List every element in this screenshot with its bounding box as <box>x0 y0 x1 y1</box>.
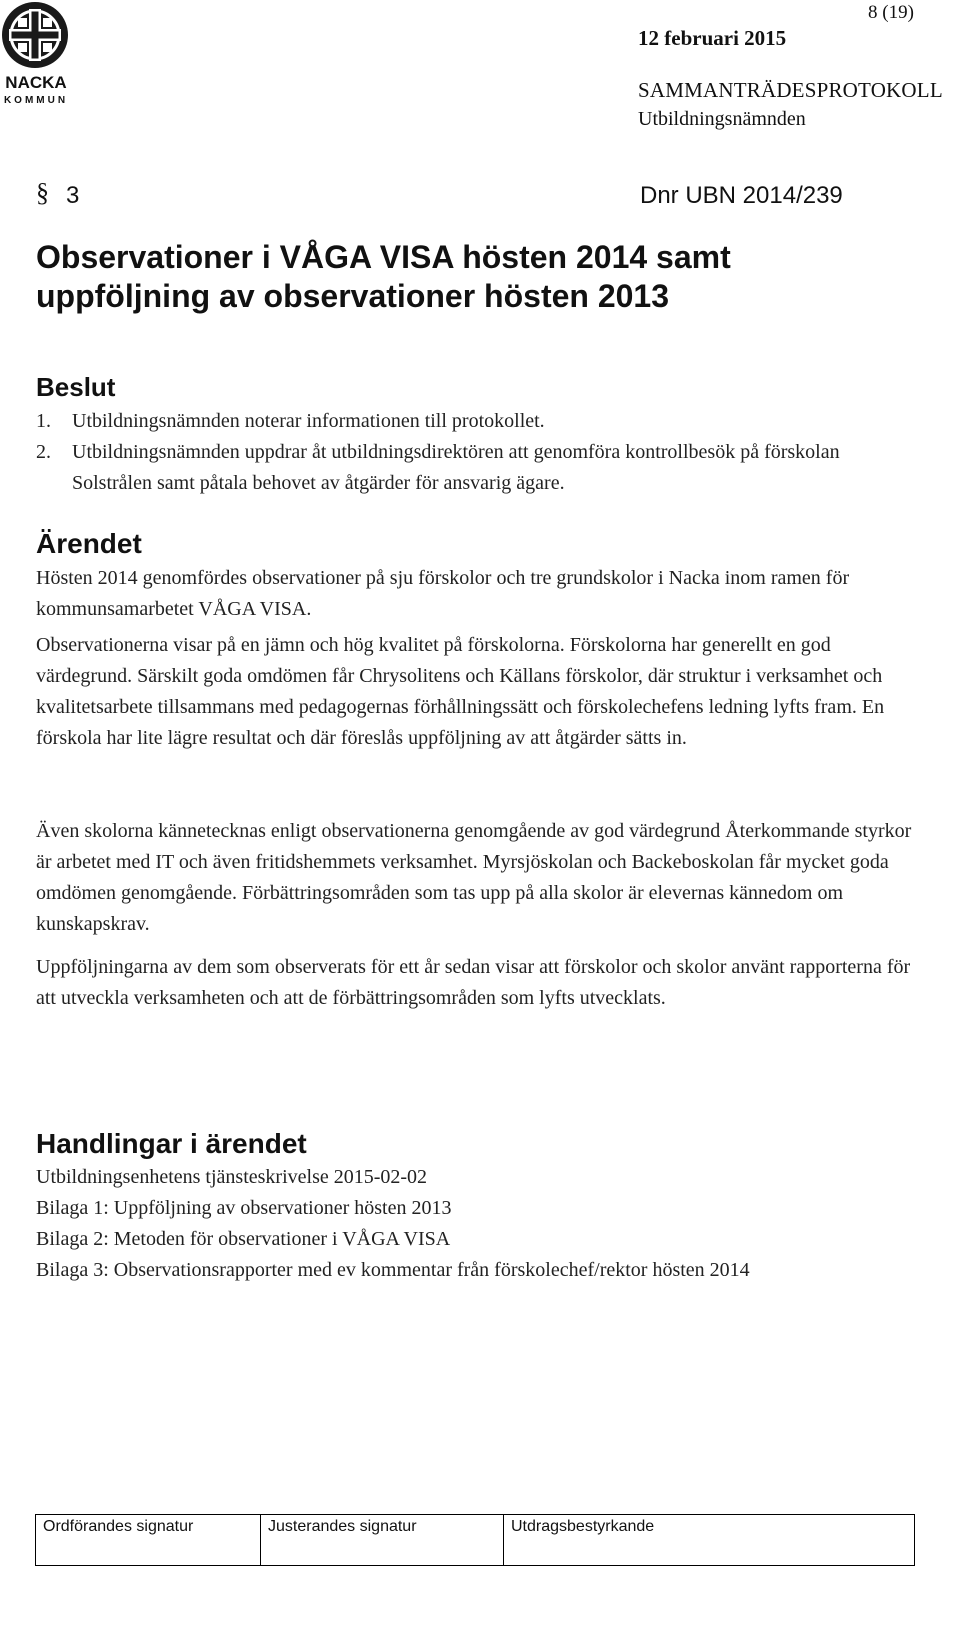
paragraph-sign: § <box>36 178 49 207</box>
decision-item <box>36 406 916 437</box>
decision-number: 1. <box>36 410 51 432</box>
decision-number: 2. <box>36 441 51 463</box>
document-item: Bilaga 2: Metoden för observationer i VÅGA VISA <box>36 1228 451 1250</box>
document-item: Bilaga 3: Observationsrapporter med ev kommentar från förskolechef/rektor hösten 2014 <box>36 1259 750 1281</box>
chair-signature-cell: Ordförandes signatur <box>36 1515 261 1566</box>
document-title: Observationer i VÅGA VISA hösten 2014 samt uppföljning av observationer hösten 2013 <box>36 239 731 314</box>
decision-item <box>36 437 916 499</box>
nacka-kommun-logo <box>0 0 76 110</box>
document-item: Bilaga 1: Uppföljning av observationer hösten 2013 <box>36 1197 452 1219</box>
meeting-date: 12 februari 2015 <box>638 26 787 50</box>
decision-list <box>36 406 916 499</box>
page-number: 8 (19) <box>868 2 914 23</box>
decision-text: Utbildningsnämnden uppdrar åt utbildningsdirektören att genomföra kontrollbesök på förskolan Solstrålen samt påtala behovet av åtgärder för ansvarig ägare. <box>72 441 840 494</box>
document-item: Utbildningsenhetens tjänsteskrivelse 2015-02-02 <box>36 1166 428 1188</box>
extract-certification-cell: Utdragsbestyrkande <box>504 1515 915 1566</box>
committee-name: Utbildningsnämnden <box>638 108 806 130</box>
adjuster-signature-cell: Justerandes signatur <box>261 1515 504 1566</box>
arendet-heading: Ärendet <box>36 528 142 559</box>
logo-text-nacka: NACKA <box>5 73 67 92</box>
handlingar-heading: Handlingar i ärendet <box>36 1128 307 1159</box>
case-paragraph: Uppföljningarna av dem som observerats för ett år sedan visar att förskolor och skolor använt rapporterna för att utveckla verksamheten och att de förbättringsområden som lyfts utvecklats. <box>36 956 911 1009</box>
case-paragraph: Observationerna visar på en jämn och hög kvalitet på förskolorna. Förskolorna har generellt en god värdegrund. Särskilt goda omdömen får Chrysolitens och Källans förskolor, där struktur i verksamhet och kvalitetsarbete tillsammans med pedagogernas förhållningssätt och förskolechefens ledning lyfts fram. En förskola har lite lägre resultat och där föreslås uppföljning av att åtgärder sätts in. <box>36 634 885 749</box>
case-paragraph: Även skolorna kännetecknas enligt observationerna genomgående av god värdegrund Återkommande styrkor är arbetet med IT och även fritidshemmets verksamhet. Myrsjöskolan och Backeboskolan får mycket goda omdömen genomgående. Förbättringsområden som tas upp på alla skolor är elevernas kännedom om kunskapskrav. <box>36 820 912 935</box>
document-list <box>36 1162 750 1286</box>
nacka-crest-icon <box>0 0 76 110</box>
case-paragraph: Hösten 2014 genomfördes observationer på sju förskolor och tre grundskolor i Nacka inom ramen för kommunsamarbetet VÅGA VISA. <box>36 567 850 620</box>
decision-text: Utbildningsnämnden noterar informationen till protokollet. <box>72 410 545 432</box>
protocol-type: SAMMANTRÄDESPROTOKOLL <box>638 78 943 102</box>
signature-table <box>35 1514 915 1566</box>
logo-text-kommun: KOMMUN <box>3 95 69 106</box>
diary-number: Dnr UBN 2014/239 <box>640 182 843 209</box>
paragraph-number: 3 <box>66 182 80 209</box>
beslut-heading: Beslut <box>36 372 116 402</box>
